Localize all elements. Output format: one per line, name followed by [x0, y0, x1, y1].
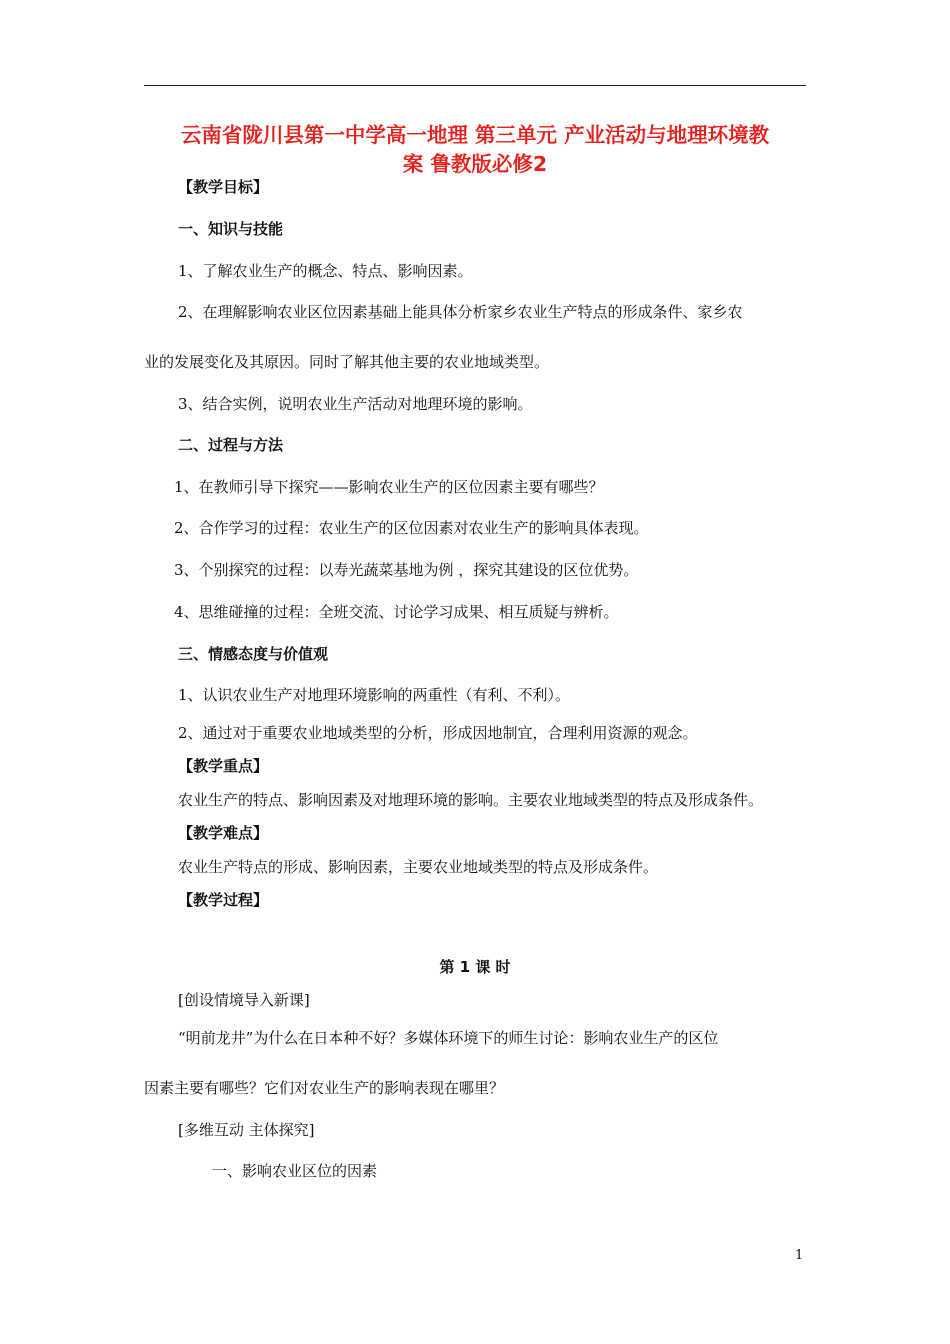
attitude-item-2: 2、通过对于重要农业地域类型的分析，形成因地制宜，合理利用资源的观念。: [178, 724, 698, 742]
process-section-heading: 【教学过程】: [178, 891, 269, 909]
intro-line-1: “明前龙井”为什么在日本种不好？多媒体环境下的师生讨论：影响农业生产的区位: [178, 1029, 719, 1047]
difficulties-text: 农业生产特点的形成、影响因素，主要农业地域类型的特点及形成条件。: [178, 858, 659, 876]
intro-line-2: 因素主要有哪些？它们对农业生产的影响表现在哪里？: [144, 1079, 505, 1097]
process-item-1: 1、在教师引导下探究——影响农业生产的区位因素主要有哪些？: [174, 478, 604, 496]
difficulties-heading: 【教学难点】: [178, 824, 269, 842]
goals-heading: 【教学目标】: [178, 178, 269, 196]
knowledge-item-1: 1、了解农业生产的概念、特点、影响因素。: [178, 262, 473, 280]
key-points-heading: 【教学重点】: [178, 757, 269, 775]
page-number: 1: [795, 1248, 804, 1263]
intro-heading: [创设情境导入新课]: [178, 991, 310, 1009]
key-points-text: 农业生产的特点、影响因素及对地理环境的影响。主要农业地域类型的特点及形成条件。: [178, 791, 764, 809]
knowledge-item-2-line-2: 业的发展变化及其原因。同时了解其他主要的农业地域类型。: [144, 353, 550, 371]
header-rule: [144, 85, 806, 86]
knowledge-heading: 一、知识与技能: [178, 220, 284, 238]
title-line-2: 案 鲁教版必修2: [402, 152, 548, 176]
title-line-1: 云南省陇川县第一中学高一地理 第三单元 产业活动与地理环境教: [180, 123, 770, 147]
process-item-4: 4、思维碰撞的过程：全班交流、讨论学习成果、相互质疑与辨析。: [174, 603, 619, 621]
document-title: [144, 121, 806, 179]
process-item-2: 2、合作学习的过程：农业生产的区位因素对农业生产的影响具体表现。: [174, 519, 649, 537]
process-heading: 二、过程与方法: [178, 436, 284, 454]
process-item-3: 3、个别探究的过程：以寿光蔬菜基地为例 ，探究其建设的区位优势。: [174, 561, 639, 579]
lesson-heading: 第 1 课 时: [439, 958, 511, 976]
knowledge-item-2-line-1: 2、在理解影响农业区位因素基础上能具体分析家乡农业生产特点的形成条件、家乡农: [178, 303, 743, 321]
knowledge-item-3: 3、结合实例，说明农业生产活动对地理环境的影响。: [178, 395, 533, 413]
attitude-item-1: 1、认识农业生产对地理环境影响的两重性（有利、不利）。: [178, 686, 571, 704]
attitude-heading: 三、情感态度与价值观: [178, 645, 329, 663]
explore-item-1: 一、影响农业区位的因素: [212, 1162, 378, 1180]
explore-heading: [多维互动 主体探究]: [178, 1121, 315, 1139]
